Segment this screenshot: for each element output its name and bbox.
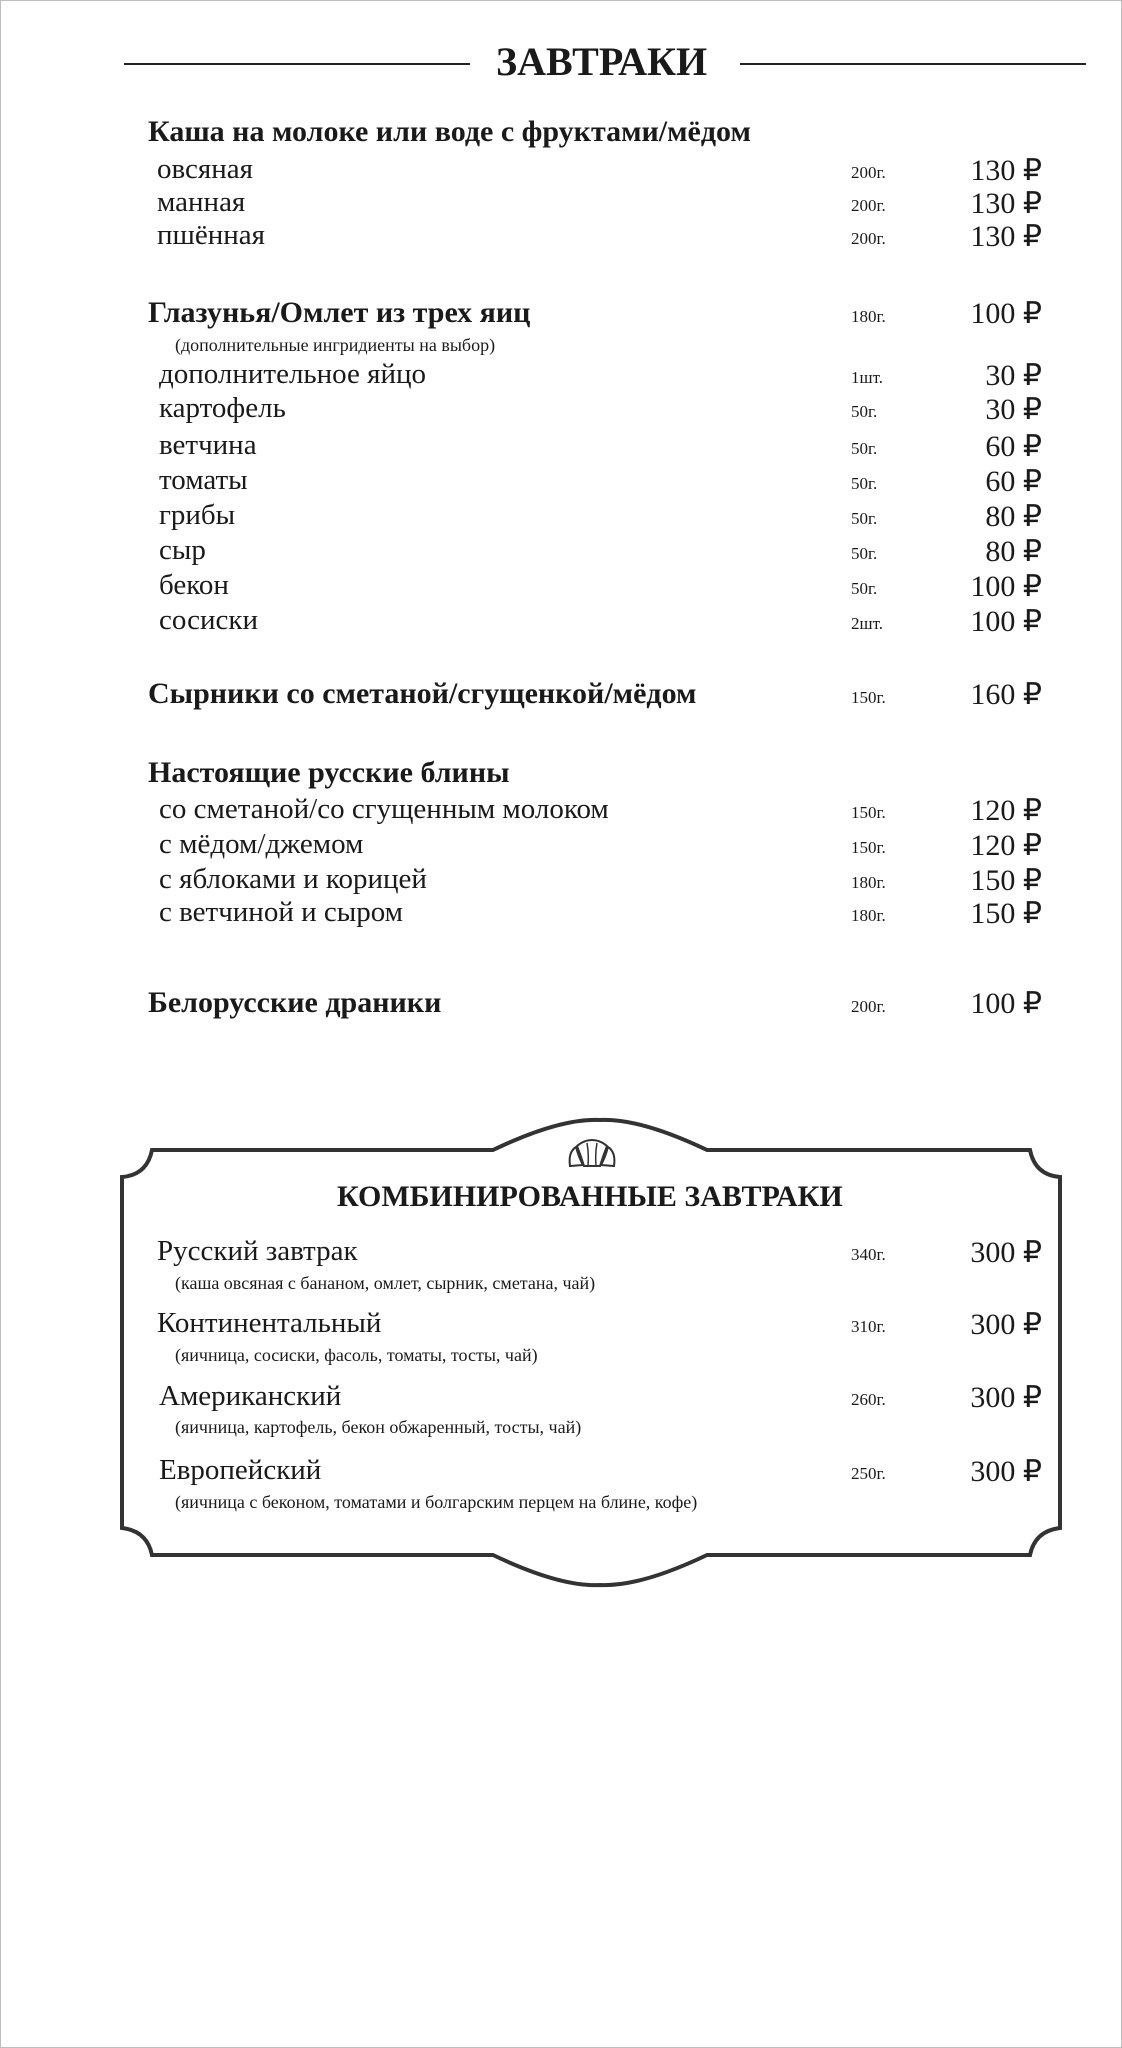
menu-item-price: 60 ₽ bbox=[985, 430, 1042, 463]
menu-item-price: 120 ₽ bbox=[970, 829, 1042, 862]
eggs-weight: 180г. bbox=[851, 307, 886, 326]
menu-item-price: 150 ₽ bbox=[970, 897, 1042, 930]
menu-item-price: 120 ₽ bbox=[970, 794, 1042, 827]
draniki-price: 100 ₽ bbox=[970, 987, 1042, 1020]
combo-item-price: 300 ₽ bbox=[970, 1308, 1042, 1341]
menu-item-weight: 180г. bbox=[851, 906, 886, 925]
menu-item-name: бекон bbox=[159, 569, 229, 601]
menu-item-name: с ветчиной и сыром bbox=[159, 896, 404, 928]
combo-item-name: Американский bbox=[159, 1380, 342, 1412]
menu-item-weight: 150г. bbox=[851, 838, 886, 857]
menu-item-name: манная bbox=[157, 186, 246, 218]
syrniki-price: 160 ₽ bbox=[970, 678, 1042, 711]
page-title: ЗАВТРАКИ bbox=[496, 39, 708, 84]
menu-item-weight: 50г. bbox=[851, 439, 878, 458]
menu-item-name: картофель bbox=[159, 392, 286, 424]
combo-item-weight: 310г. bbox=[851, 1317, 886, 1336]
menu-item-name: пшённая bbox=[157, 219, 265, 251]
menu-item-weight: 50г. bbox=[851, 579, 878, 598]
combo-item-name: Европейский bbox=[159, 1454, 322, 1486]
eggs-price: 100 ₽ bbox=[970, 297, 1042, 330]
draniki-heading: Белорусские драники bbox=[148, 986, 442, 1019]
menu-item-name: сосиски bbox=[159, 604, 258, 636]
draniki-weight: 200г. bbox=[851, 997, 886, 1016]
menu-item-name: с мёдом/джемом bbox=[159, 828, 364, 860]
menu-item-name: ветчина bbox=[159, 429, 257, 461]
combo-item-weight: 340г. bbox=[851, 1245, 886, 1264]
syrniki-weight: 150г. bbox=[851, 688, 886, 707]
menu-item-name: сыр bbox=[159, 534, 206, 566]
menu-item-name: со сметаной/со сгущенным молоком bbox=[159, 793, 609, 825]
combo-item-price: 300 ₽ bbox=[970, 1455, 1042, 1488]
combo-item-weight: 250г. bbox=[851, 1464, 886, 1483]
combo-item-name: Континентальный bbox=[157, 1307, 382, 1339]
combo-item-desc: (яичница, сосиски, фасоль, томаты, тосты, чай) bbox=[175, 1345, 538, 1365]
menu-item-weight: 2шт. bbox=[851, 614, 883, 633]
menu-item-price: 130 ₽ bbox=[970, 154, 1042, 187]
menu-item-name: с яблоками и корицей bbox=[159, 863, 427, 895]
menu-item-weight: 50г. bbox=[851, 474, 878, 493]
menu-item-weight: 50г. bbox=[851, 544, 878, 563]
menu-item-name: дополнительное яйцо bbox=[159, 358, 427, 390]
menu-item-weight: 200г. bbox=[851, 163, 886, 182]
combo-item-desc: (яичница с беконом, томатами и болгарским перцем на блине, кофе) bbox=[175, 1492, 698, 1512]
menu-item-weight: 50г. bbox=[851, 509, 878, 528]
combo-item-desc: (яичница, картофель, бекон обжаренный, тосты, чай) bbox=[175, 1417, 582, 1437]
combo-item-price: 300 ₽ bbox=[970, 1381, 1042, 1414]
menu-item-price: 100 ₽ bbox=[970, 570, 1042, 603]
menu-item-price: 30 ₽ bbox=[985, 393, 1042, 426]
croissant-icon bbox=[567, 1138, 617, 1172]
menu-item-price: 130 ₽ bbox=[970, 220, 1042, 253]
menu-item-price: 130 ₽ bbox=[970, 187, 1042, 220]
menu-item-price: 100 ₽ bbox=[970, 605, 1042, 638]
syrniki-heading: Сырники со сметаной/сгущенкой/мёдом bbox=[148, 677, 697, 710]
menu-item-weight: 50г. bbox=[851, 402, 878, 421]
menu-item-name: овсяная bbox=[157, 153, 253, 185]
menu-item-price: 150 ₽ bbox=[970, 864, 1042, 897]
menu-item-weight: 150г. bbox=[851, 803, 886, 822]
menu-item-name: грибы bbox=[159, 499, 236, 531]
combo-item-desc: (каша овсяная с бананом, омлет, сырник, сметана, чай) bbox=[175, 1273, 596, 1293]
porridge-heading: Каша на молоке или воде с фруктами/мёдом bbox=[148, 115, 751, 148]
menu-item-weight: 200г. bbox=[851, 196, 886, 215]
menu-item-weight: 1шт. bbox=[851, 368, 883, 387]
eggs-heading: Глазунья/Омлет из трех яиц bbox=[148, 296, 531, 329]
combo-item-weight: 260г. bbox=[851, 1390, 886, 1409]
menu-item-price: 30 ₽ bbox=[985, 359, 1042, 392]
menu-item-price: 60 ₽ bbox=[985, 465, 1042, 498]
combo-item-name: Русский завтрак bbox=[157, 1235, 358, 1267]
menu-item-name: томаты bbox=[159, 464, 248, 496]
menu-item-price: 80 ₽ bbox=[985, 535, 1042, 568]
eggs-note: (дополнительные ингридиенты на выбор) bbox=[175, 335, 496, 355]
combo-item-price: 300 ₽ bbox=[970, 1236, 1042, 1269]
menu-item-weight: 180г. bbox=[851, 873, 886, 892]
menu-item-weight: 200г. bbox=[851, 229, 886, 248]
combo-title: КОМБИНИРОВАННЫЕ ЗАВТРАКИ bbox=[337, 1180, 843, 1213]
blini-heading: Настоящие русские блины bbox=[148, 756, 510, 789]
menu-item-price: 80 ₽ bbox=[985, 500, 1042, 533]
